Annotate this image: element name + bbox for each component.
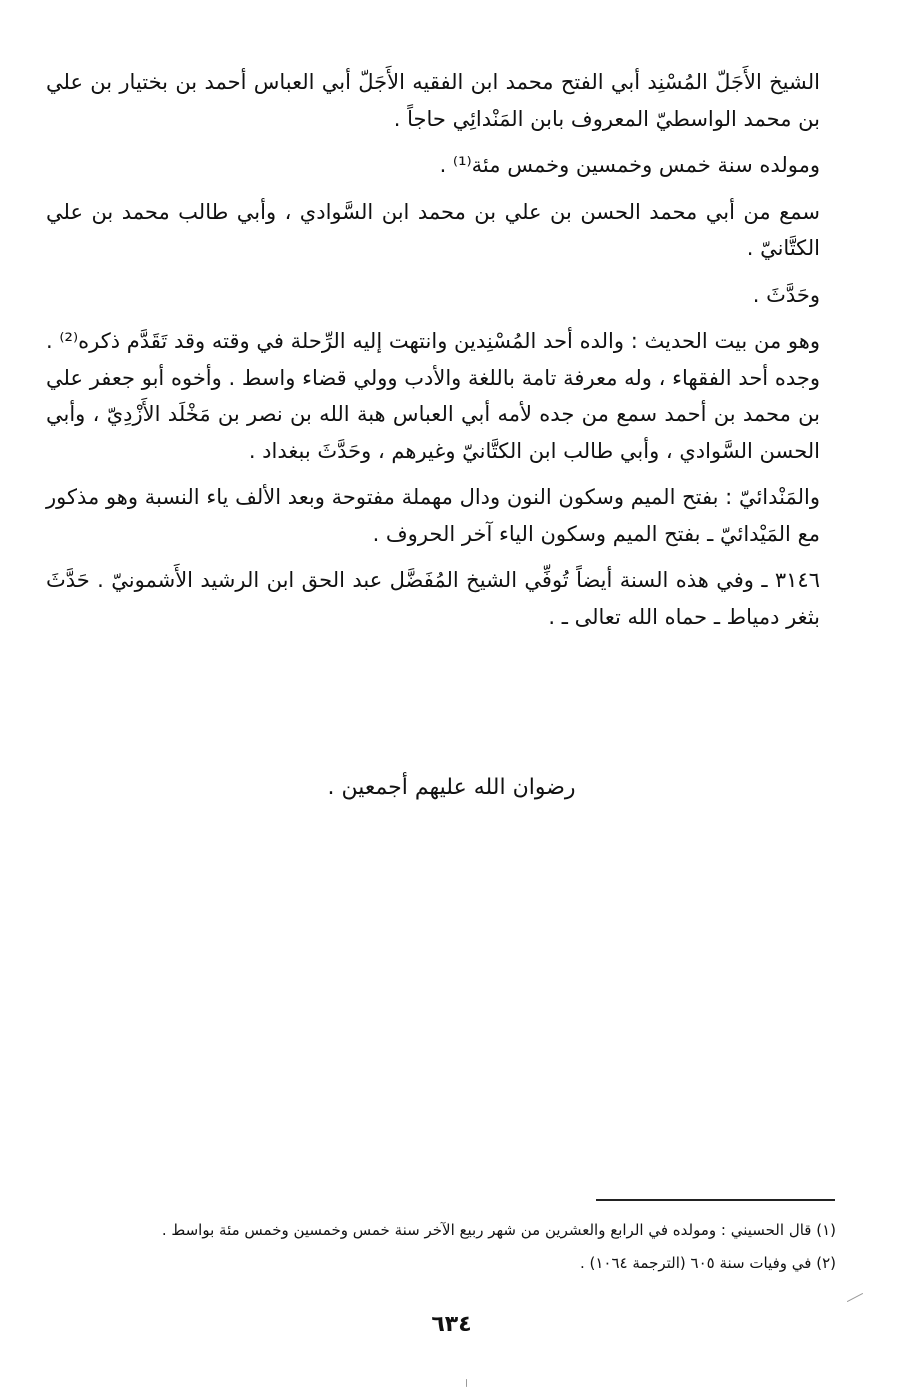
- page-number: ٦٣٤: [431, 1312, 472, 1337]
- scan-speck: [847, 1293, 863, 1302]
- footnote-divider: [596, 1199, 835, 1201]
- footnote-2: (٢) في وفيات سنة ٦٠٥ (الترجمة ١٠٦٤) .: [579, 1254, 836, 1272]
- paragraph-biography-intro: الشيخ الأَجَلّ المُسْنِد أبي الفتح محمد ابن الفقيه الأَجَلّ أبي العباس أحمد بن بختيار بن علي بن محمد الواسطيّ المعروف بابن المَنْدائِي حاجاً .: [46, 70, 820, 131]
- scan-speck: [466, 1379, 467, 1387]
- paragraph-family: وهو من بيت الحديث : والده أحد المُسْنِدين وانتهت إليه الرِّحلة في وقته وقد تَقَدَّم ذكره⁽²⁾ . وجده أحد الفقهاء ، وله معرفة تامة باللغة والأدب وولي قضاء واسط . وأخوه أبو جعفر علي بن محمد بن أحمد سمع من جده لأمه أبي العباس هبة الله بن نصر بن مَخْلَد الأَزْدِيّ ، وأبي الحسن السَّوادي ، وأبي طالب ابن الكتَّانيّ وغيرهم ، وحَدَّثَ ببغداد .: [46, 329, 820, 463]
- paragraph-narrated: وحَدَّثَ .: [752, 282, 820, 307]
- main-text: [46, 64, 820, 645]
- footnote-1: (١) قال الحسيني : ومولده في الرابع والعشرين من شهر ربيع الآخر سنة خمس وخمسين وخمس مئة بواسط .: [161, 1221, 836, 1239]
- paragraph-birth: ومولده سنة خمس وخمسين وخمس مئة⁽¹⁾ .: [439, 153, 820, 177]
- paragraph-nisba-explanation: والمَنْدائيّ : بفتح الميم وسكون النون ودال مهملة مفتوحة وبعد الألف ياء النسبة وهو مذكور مع المَيْدائيّ ـ بفتح الميم وسكون الياء آخر الحروف .: [46, 485, 820, 546]
- footnotes: [60, 1214, 836, 1280]
- paragraph-entry-3146: ٣١٤٦ ـ وفي هذه السنة أيضاً تُوفِّي الشيخ المُفَضَّل عبد الحق ابن الرشيد الأَشمونيّ . حَدَّثَ بثغر دمياط ـ حماه الله تعالى ـ .: [46, 568, 820, 629]
- closing-line: رضوان الله عليهم أجمعين .: [327, 775, 576, 800]
- paragraph-teachers: سمع من أبي محمد الحسن بن علي بن محمد ابن السَّوادي ، وأبي طالب محمد بن علي الكتَّانيّ .: [46, 199, 820, 260]
